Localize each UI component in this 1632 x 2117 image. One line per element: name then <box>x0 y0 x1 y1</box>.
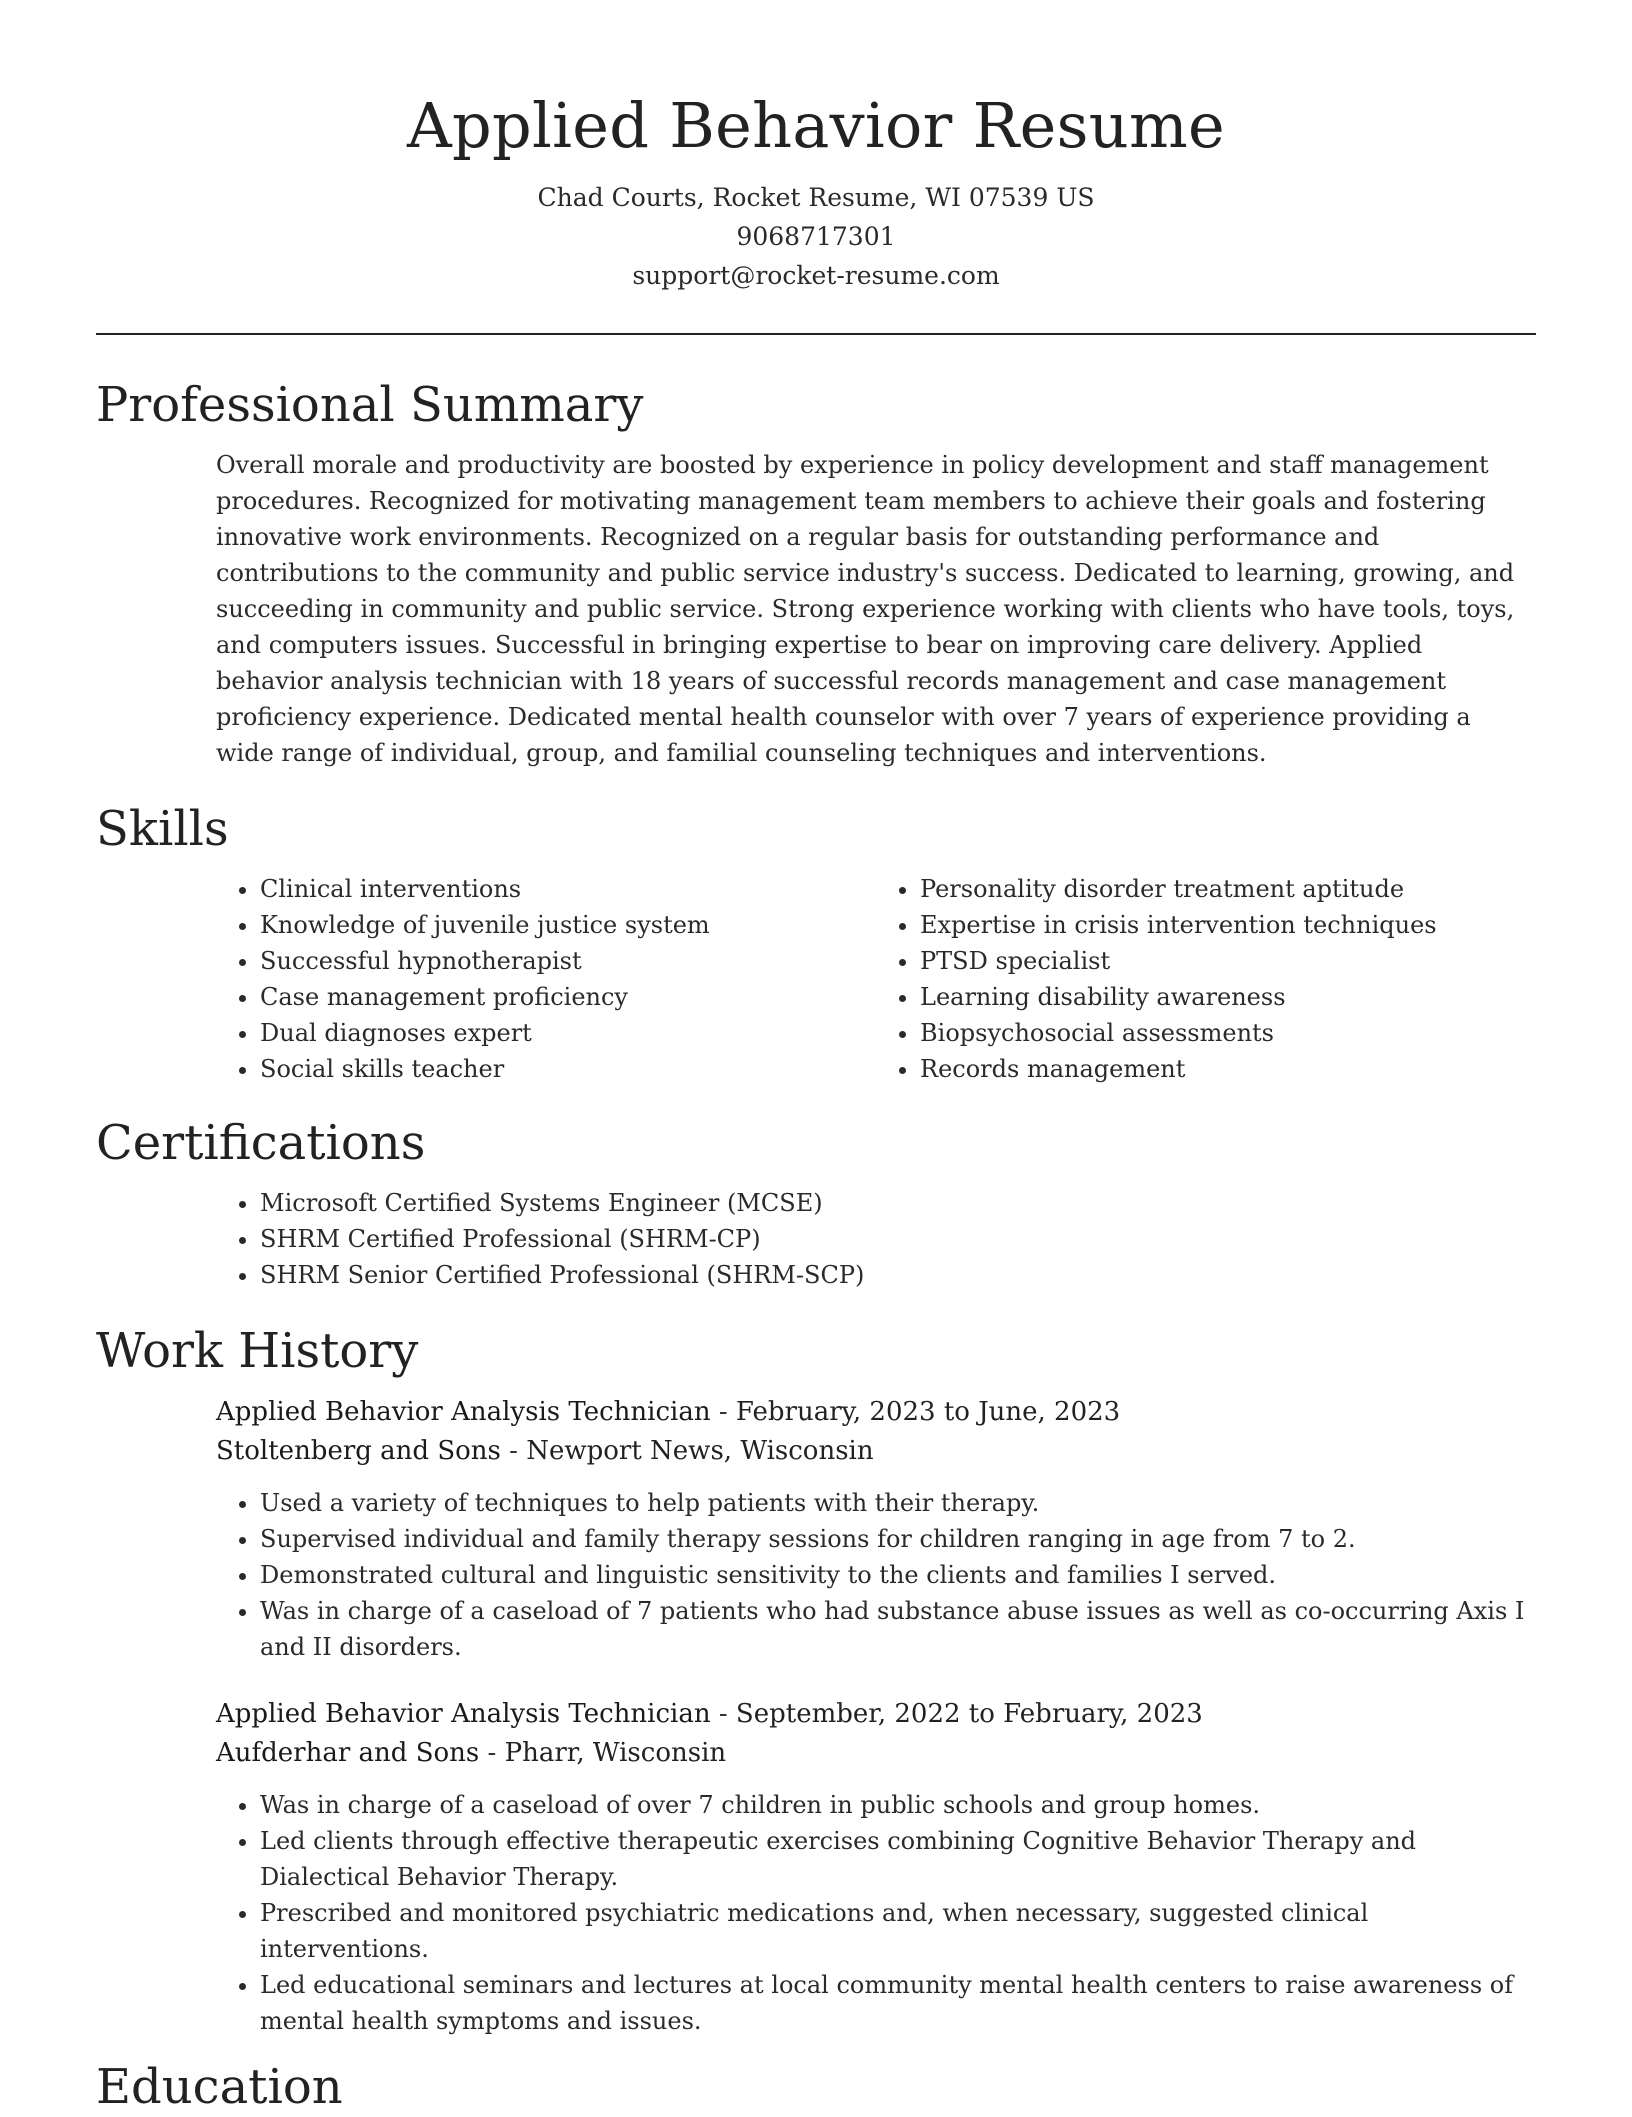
skills-columns <box>216 871 1536 1087</box>
certifications-section <box>96 1113 1536 1293</box>
skills-list-left <box>216 871 876 1087</box>
contact-address: Chad Courts, Rocket Resume, WI 07539 US <box>537 183 1095 212</box>
certifications-body <box>216 1185 1536 1293</box>
skill-item: • Biopsychosocial assessments <box>920 1015 1536 1051</box>
job-title: Applied Behavior Analysis Technician <box>216 1699 711 1729</box>
job-dates: February, 2023 to June, 2023 <box>735 1397 1121 1427</box>
job-duty: • Demonstrated cultural and linguistic sensitivity to the clients and families I served. <box>260 1557 1536 1593</box>
job-title-line: Applied Behavior Analysis Technician - February, 2023 to June, 2023 <box>216 1397 1121 1427</box>
contact-email: support@rocket-resume.com <box>632 261 1000 290</box>
skills-heading: Skills <box>96 801 229 857</box>
job-company-line: Stoltenberg and Sons - Newport News, Wisconsin <box>216 1436 874 1466</box>
job-company-line: Aufderhar and Sons - Pharr, Wisconsin <box>216 1738 727 1768</box>
skill-item: • Records management <box>920 1051 1536 1087</box>
skill-item: • Clinical interventions <box>260 871 876 907</box>
job-entry <box>216 1695 1536 2039</box>
summary-body <box>216 447 1536 771</box>
skill-item: • Personality disorder treatment aptitude <box>920 871 1536 907</box>
resume-page <box>96 0 1536 2117</box>
education-heading: Education <box>96 2059 343 2115</box>
job-location: Newport News, Wisconsin <box>526 1436 874 1466</box>
job-duty: • Led educational seminars and lectures at local community mental health centers to raise awareness of mental health symptoms and issues. <box>260 1967 1536 2039</box>
certification-item: • SHRM Senior Certified Professional (SHRM-SCP) <box>260 1257 1536 1293</box>
summary-heading: Professional Summary <box>96 377 644 433</box>
job-title-line: Applied Behavior Analysis Technician - September, 2022 to February, 2023 <box>216 1699 1203 1729</box>
certification-item: • Microsoft Certified Systems Engineer (MCSE) <box>260 1185 1536 1221</box>
job-duty: • Led clients through effective therapeutic exercises combining Cognitive Behavior Therapy and Dialectical Behavior Therapy. <box>260 1823 1536 1895</box>
certification-item: • SHRM Certified Professional (SHRM-CP) <box>260 1221 1536 1257</box>
job-location: Pharr, Wisconsin <box>504 1738 727 1768</box>
work-history-heading: Work History <box>96 1323 419 1379</box>
contact-info <box>96 178 1536 295</box>
job-duty: • Was in charge of a caseload of over 7 children in public schools and group homes. <box>260 1787 1536 1823</box>
job-duties-list <box>216 1485 1536 1665</box>
job-duty: • Supervised individual and family therapy sessions for children ranging in age from 7 to 2. <box>260 1521 1536 1557</box>
skill-item: • Case management proficiency <box>260 979 876 1015</box>
skills-list-right <box>876 871 1536 1087</box>
work-history-section <box>96 1321 1536 2039</box>
skill-item: • Social skills teacher <box>260 1051 876 1087</box>
skill-item: • Expertise in crisis intervention techniques <box>920 907 1536 943</box>
header-divider <box>96 333 1536 335</box>
job-company: Stoltenberg and Sons <box>216 1436 501 1466</box>
certifications-list <box>216 1185 1536 1293</box>
summary-text: Overall morale and productivity are boosted by experience in policy development and staff management procedures. Recognized for motivating management team members to achieve their goals and fostering innovative work environments. Recognized on a regular basis for outstanding performance and contributions to the community and public service industry's success. Dedicated to learning, growing, and succeeding in community and public service. Strong experience working with clients who have tools, toys, and computers issues. Successful in bringing expertise to bear on improving care delivery. Applied behavior analysis technician with 18 years of successful records management and case management proficiency experience. Dedicated mental health counselor with over 7 years of experience providing a wide range of individual, group, and familial counseling techniques and interventions. <box>216 451 1515 767</box>
job-duty: • Was in charge of a caseload of 7 patients who had substance abuse issues as well as co-occurring Axis I and II disorders. <box>260 1593 1536 1665</box>
job-dates: September, 2022 to February, 2023 <box>735 1699 1203 1729</box>
certifications-heading: Certifications <box>96 1115 426 1171</box>
contact-phone: 9068717301 <box>736 222 896 251</box>
skill-item: • Knowledge of juvenile justice system <box>260 907 876 943</box>
skill-item: • Dual diagnoses expert <box>260 1015 876 1051</box>
education-section <box>96 2057 1536 2117</box>
job-duty: • Used a variety of techniques to help patients with their therapy. <box>260 1485 1536 1521</box>
skills-section <box>96 799 1536 1087</box>
job-duties-list <box>216 1787 1536 2039</box>
summary-section <box>96 375 1536 771</box>
skill-item: • Successful hypnotherapist <box>260 943 876 979</box>
job-title: Applied Behavior Analysis Technician <box>216 1397 711 1427</box>
skill-item: • Learning disability awareness <box>920 979 1536 1015</box>
resume-title: Applied Behavior Resume <box>406 89 1226 162</box>
job-duty: • Prescribed and monitored psychiatric medications and, when necessary, suggested clinical interventions. <box>260 1895 1536 1967</box>
skill-item: • PTSD specialist <box>920 943 1536 979</box>
job-company: Aufderhar and Sons <box>216 1738 480 1768</box>
job-entry <box>216 1393 1536 1665</box>
